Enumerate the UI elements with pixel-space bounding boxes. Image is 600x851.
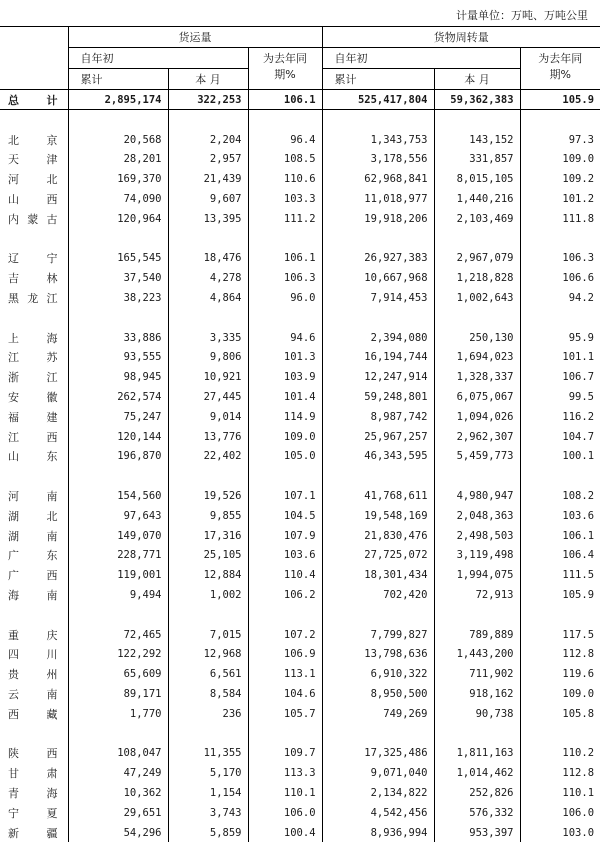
- province-name: 北京: [8, 133, 58, 147]
- vol-month: 3,743: [168, 803, 248, 823]
- vol-month: 10,921: [168, 367, 248, 387]
- vol-cumulative: 149,070: [68, 526, 168, 546]
- table-row: [0, 348, 600, 368]
- turn-month: 2,967,079: [434, 249, 520, 269]
- province-name: 浙江: [8, 371, 58, 385]
- turn-yoy: 103.6: [520, 506, 600, 526]
- vol-month: 2,204: [168, 130, 248, 150]
- header-turn-yoy: 为去年同 期%: [520, 48, 600, 90]
- turn-yoy: 110.2: [520, 744, 600, 764]
- total-vol-cumulative: 2,895,174: [68, 90, 168, 110]
- province-name: 宁夏: [8, 806, 58, 820]
- vol-cumulative: 120,964: [68, 209, 168, 229]
- vol-month: 3,335: [168, 328, 248, 348]
- turn-month: 1,694,023: [434, 348, 520, 368]
- table-row: [0, 367, 600, 387]
- table-row: [0, 387, 600, 407]
- vol-yoy: 103.6: [248, 546, 322, 566]
- turn-yoy: 111.5: [520, 565, 600, 585]
- table-row: [0, 169, 600, 189]
- header-turn-cumulative: 累计: [322, 69, 434, 90]
- turn-yoy: 110.1: [520, 783, 600, 803]
- vol-month: 13,395: [168, 209, 248, 229]
- vol-cumulative: 165,545: [68, 249, 168, 269]
- turn-cumulative: 16,194,744: [322, 348, 434, 368]
- table-row: [0, 249, 600, 269]
- table-row: [0, 744, 600, 764]
- vol-month: 13,776: [168, 427, 248, 447]
- turn-month: 90,738: [434, 704, 520, 724]
- turn-cumulative: 27,725,072: [322, 546, 434, 566]
- province-name: 吉林: [8, 272, 58, 286]
- vol-month: 236: [168, 704, 248, 724]
- province-name: 辽宁: [8, 252, 58, 266]
- table-row: [0, 565, 600, 585]
- vol-yoy: 96.4: [248, 130, 322, 150]
- province-name: 天津: [8, 153, 58, 167]
- vol-yoy: 106.0: [248, 803, 322, 823]
- vol-cumulative: 33,886: [68, 328, 168, 348]
- vol-month: 11,355: [168, 744, 248, 764]
- turn-yoy: 119.6: [520, 664, 600, 684]
- vol-cumulative: 119,001: [68, 565, 168, 585]
- turn-cumulative: 26,927,383: [322, 249, 434, 269]
- group-spacer: [0, 110, 600, 130]
- vol-yoy: 101.3: [248, 348, 322, 368]
- turn-yoy: 100.1: [520, 447, 600, 467]
- header-vol-since-year-start: 自年初: [68, 48, 248, 69]
- table-body: [0, 27, 600, 842]
- turn-cumulative: 21,830,476: [322, 526, 434, 546]
- vol-yoy: 105.7: [248, 704, 322, 724]
- vol-yoy: 106.2: [248, 585, 322, 605]
- turn-month: 1,218,828: [434, 268, 520, 288]
- header-vol-yoy: 为去年同 期%: [248, 48, 322, 90]
- vol-month: 2,957: [168, 150, 248, 170]
- turn-cumulative: 19,548,169: [322, 506, 434, 526]
- vol-cumulative: 74,090: [68, 189, 168, 209]
- vol-yoy: 113.1: [248, 664, 322, 684]
- vol-cumulative: 54,296: [68, 823, 168, 843]
- vol-cumulative: 47,249: [68, 763, 168, 783]
- vol-yoy: 107.9: [248, 526, 322, 546]
- total-vol-yoy: 106.1: [248, 90, 322, 110]
- province-name: 山西: [8, 193, 58, 207]
- turn-yoy: 109.0: [520, 150, 600, 170]
- freight-table: [0, 27, 600, 842]
- turn-cumulative: 41,768,611: [322, 486, 434, 506]
- province-name: 四川: [8, 648, 58, 662]
- vol-yoy: 107.1: [248, 486, 322, 506]
- vol-cumulative: 29,651: [68, 803, 168, 823]
- turn-yoy: 101.2: [520, 189, 600, 209]
- turn-month: 1,440,216: [434, 189, 520, 209]
- vol-yoy: 94.6: [248, 328, 322, 348]
- turn-month: 1,328,337: [434, 367, 520, 387]
- table-row: [0, 407, 600, 427]
- header-blank: [0, 27, 68, 48]
- header-turnover: 货物周转量: [322, 27, 600, 48]
- vol-month: 4,864: [168, 288, 248, 308]
- vol-month: 8,584: [168, 684, 248, 704]
- vol-month: 27,445: [168, 387, 248, 407]
- table-row: [0, 268, 600, 288]
- vol-cumulative: 108,047: [68, 744, 168, 764]
- turn-yoy: 106.4: [520, 546, 600, 566]
- province-name: 甘肃: [8, 767, 58, 781]
- turn-yoy: 109.2: [520, 169, 600, 189]
- vol-cumulative: 262,574: [68, 387, 168, 407]
- turn-month: 1,094,026: [434, 407, 520, 427]
- header-turn-since-year-start: 自年初: [322, 48, 520, 69]
- total-turn-cumulative: 525,417,804: [322, 90, 434, 110]
- turn-yoy: 106.6: [520, 268, 600, 288]
- turn-cumulative: 19,918,206: [322, 209, 434, 229]
- province-name: 山东: [8, 450, 58, 464]
- turn-month: 5,459,773: [434, 447, 520, 467]
- vol-cumulative: 93,555: [68, 348, 168, 368]
- table-row: [0, 763, 600, 783]
- vol-cumulative: 228,771: [68, 546, 168, 566]
- turn-yoy: 106.1: [520, 526, 600, 546]
- vol-yoy: 105.0: [248, 447, 322, 467]
- vol-cumulative: 9,494: [68, 585, 168, 605]
- turn-month: 953,397: [434, 823, 520, 843]
- province-name: 广西: [8, 569, 58, 583]
- turn-cumulative: 46,343,595: [322, 447, 434, 467]
- header-freight-volume: 货运量: [68, 27, 322, 48]
- table-row: [0, 704, 600, 724]
- vol-month: 5,170: [168, 763, 248, 783]
- vol-yoy: 101.4: [248, 387, 322, 407]
- group-spacer: [0, 724, 600, 744]
- turn-cumulative: 59,248,801: [322, 387, 434, 407]
- province-name: 西藏: [8, 707, 58, 721]
- turn-month: 1,994,075: [434, 565, 520, 585]
- turn-cumulative: 7,799,827: [322, 625, 434, 645]
- turn-cumulative: 8,936,994: [322, 823, 434, 843]
- vol-month: 12,884: [168, 565, 248, 585]
- turn-cumulative: 9,071,040: [322, 763, 434, 783]
- vol-cumulative: 37,540: [68, 268, 168, 288]
- vol-month: 9,806: [168, 348, 248, 368]
- turn-month: 576,332: [434, 803, 520, 823]
- turn-month: 6,075,067: [434, 387, 520, 407]
- province-name: 河南: [8, 490, 58, 504]
- vol-cumulative: 89,171: [68, 684, 168, 704]
- province-name: 江苏: [8, 351, 58, 365]
- vol-month: 25,105: [168, 546, 248, 566]
- turn-yoy: 117.5: [520, 625, 600, 645]
- vol-month: 4,278: [168, 268, 248, 288]
- vol-cumulative: 20,568: [68, 130, 168, 150]
- turn-cumulative: 13,798,636: [322, 645, 434, 665]
- table-row: [0, 506, 600, 526]
- vol-month: 18,476: [168, 249, 248, 269]
- turn-cumulative: 2,134,822: [322, 783, 434, 803]
- turn-yoy: 97.3: [520, 130, 600, 150]
- province-name: 福建: [8, 410, 58, 424]
- turn-cumulative: 2,394,080: [322, 328, 434, 348]
- vol-month: 6,561: [168, 664, 248, 684]
- province-name: 河北: [8, 173, 58, 187]
- vol-month: 7,015: [168, 625, 248, 645]
- turn-month: 1,014,462: [434, 763, 520, 783]
- vol-yoy: 106.3: [248, 268, 322, 288]
- vol-month: 5,859: [168, 823, 248, 843]
- vol-yoy: 103.9: [248, 367, 322, 387]
- vol-cumulative: 1,770: [68, 704, 168, 724]
- vol-month: 9,855: [168, 506, 248, 526]
- vol-yoy: 109.7: [248, 744, 322, 764]
- table-row: [0, 823, 600, 843]
- turn-cumulative: 8,950,500: [322, 684, 434, 704]
- total-vol-month: 322,253: [168, 90, 248, 110]
- turn-cumulative: 8,987,742: [322, 407, 434, 427]
- turn-cumulative: 702,420: [322, 585, 434, 605]
- turn-yoy: 106.3: [520, 249, 600, 269]
- table-row: [0, 288, 600, 308]
- turn-cumulative: 3,178,556: [322, 150, 434, 170]
- turn-cumulative: 749,269: [322, 704, 434, 724]
- vol-month: 1,154: [168, 783, 248, 803]
- turn-month: 143,152: [434, 130, 520, 150]
- province-name: 江西: [8, 430, 58, 444]
- vol-yoy: 109.0: [248, 427, 322, 447]
- turn-yoy: 101.1: [520, 348, 600, 368]
- vol-month: 17,316: [168, 526, 248, 546]
- vol-yoy: 110.1: [248, 783, 322, 803]
- turn-cumulative: 10,667,968: [322, 268, 434, 288]
- province-name: 安徽: [8, 391, 58, 405]
- turn-month: 2,498,503: [434, 526, 520, 546]
- vol-cumulative: 97,643: [68, 506, 168, 526]
- province-name: 黑龙江: [8, 292, 58, 306]
- table-row: [0, 645, 600, 665]
- turn-month: 1,002,643: [434, 288, 520, 308]
- turn-yoy: 103.0: [520, 823, 600, 843]
- turn-yoy: 95.9: [520, 328, 600, 348]
- vol-yoy: 110.6: [248, 169, 322, 189]
- table-row: [0, 546, 600, 566]
- province-name: 海南: [8, 589, 58, 603]
- table-row: [0, 486, 600, 506]
- table-row: [0, 189, 600, 209]
- group-spacer: [0, 605, 600, 625]
- header-vol-cumulative: 累计: [68, 69, 168, 90]
- turn-month: 2,962,307: [434, 427, 520, 447]
- table-row: [0, 684, 600, 704]
- vol-yoy: 96.0: [248, 288, 322, 308]
- vol-yoy: 106.1: [248, 249, 322, 269]
- turn-month: 252,826: [434, 783, 520, 803]
- turn-month: 250,130: [434, 328, 520, 348]
- vol-yoy: 103.3: [248, 189, 322, 209]
- turn-month: 1,443,200: [434, 645, 520, 665]
- province-name: 重庆: [8, 628, 58, 642]
- turn-month: 8,015,105: [434, 169, 520, 189]
- turn-cumulative: 1,343,753: [322, 130, 434, 150]
- vol-yoy: 110.4: [248, 565, 322, 585]
- vol-yoy: 104.5: [248, 506, 322, 526]
- total-turn-month: 59,362,383: [434, 90, 520, 110]
- turn-month: 4,980,947: [434, 486, 520, 506]
- province-name: 湖北: [8, 509, 58, 523]
- turn-month: 3,119,498: [434, 546, 520, 566]
- vol-cumulative: 75,247: [68, 407, 168, 427]
- total-label: 总 计: [0, 90, 68, 110]
- turn-yoy: 109.0: [520, 684, 600, 704]
- turn-cumulative: 18,301,434: [322, 565, 434, 585]
- table-row: [0, 526, 600, 546]
- vol-cumulative: 98,945: [68, 367, 168, 387]
- turn-cumulative: 6,910,322: [322, 664, 434, 684]
- vol-yoy: 108.5: [248, 150, 322, 170]
- table-row: [0, 130, 600, 150]
- turn-month: 2,103,469: [434, 209, 520, 229]
- vol-month: 22,402: [168, 447, 248, 467]
- turn-cumulative: 62,968,841: [322, 169, 434, 189]
- turn-yoy: 106.7: [520, 367, 600, 387]
- turn-month: 72,913: [434, 585, 520, 605]
- vol-month: 9,607: [168, 189, 248, 209]
- vol-cumulative: 196,870: [68, 447, 168, 467]
- table-row: [0, 150, 600, 170]
- vol-yoy: 100.4: [248, 823, 322, 843]
- total-turn-yoy: 105.9: [520, 90, 600, 110]
- vol-cumulative: 72,465: [68, 625, 168, 645]
- table-row: [0, 803, 600, 823]
- vol-month: 12,968: [168, 645, 248, 665]
- turn-month: 2,048,363: [434, 506, 520, 526]
- vol-yoy: 113.3: [248, 763, 322, 783]
- table-row: [0, 625, 600, 645]
- vol-cumulative: 154,560: [68, 486, 168, 506]
- province-name: 新疆: [8, 826, 58, 840]
- vol-month: 1,002: [168, 585, 248, 605]
- turn-yoy: 111.8: [520, 209, 600, 229]
- turn-cumulative: 7,914,453: [322, 288, 434, 308]
- vol-cumulative: 122,292: [68, 645, 168, 665]
- table-row: [0, 427, 600, 447]
- turn-yoy: 112.8: [520, 763, 600, 783]
- table-row: [0, 664, 600, 684]
- turn-yoy: 105.9: [520, 585, 600, 605]
- vol-yoy: 107.2: [248, 625, 322, 645]
- vol-cumulative: 169,370: [68, 169, 168, 189]
- vol-cumulative: 65,609: [68, 664, 168, 684]
- turn-month: 918,162: [434, 684, 520, 704]
- turn-cumulative: 11,018,977: [322, 189, 434, 209]
- province-name: 广东: [8, 549, 58, 563]
- turn-yoy: 94.2: [520, 288, 600, 308]
- turn-cumulative: 17,325,486: [322, 744, 434, 764]
- table-row: [0, 447, 600, 467]
- table-row: [0, 209, 600, 229]
- table-row: [0, 585, 600, 605]
- table-row: [0, 783, 600, 803]
- turn-yoy: 112.8: [520, 645, 600, 665]
- vol-yoy: 111.2: [248, 209, 322, 229]
- header-turn-this-month: 本 月: [434, 69, 520, 90]
- vol-month: 19,526: [168, 486, 248, 506]
- turn-yoy: 104.7: [520, 427, 600, 447]
- turn-yoy: 106.0: [520, 803, 600, 823]
- province-name: 青海: [8, 786, 58, 800]
- province-name: 云南: [8, 688, 58, 701]
- header-vol-this-month: 本 月: [168, 69, 248, 90]
- group-spacer: [0, 229, 600, 249]
- province-name: 贵州: [8, 668, 58, 682]
- province-name: 陕西: [8, 747, 58, 761]
- turn-cumulative: 12,247,914: [322, 367, 434, 387]
- vol-cumulative: 10,362: [68, 783, 168, 803]
- vol-yoy: 104.6: [248, 684, 322, 704]
- turn-yoy: 99.5: [520, 387, 600, 407]
- group-spacer: [0, 466, 600, 486]
- province-name: 上海: [8, 331, 58, 345]
- province-name: 湖南: [8, 529, 58, 543]
- turn-yoy: 105.8: [520, 704, 600, 724]
- turn-month: 331,857: [434, 150, 520, 170]
- vol-cumulative: 28,201: [68, 150, 168, 170]
- vol-cumulative: 120,144: [68, 427, 168, 447]
- vol-yoy: 114.9: [248, 407, 322, 427]
- turn-yoy: 108.2: [520, 486, 600, 506]
- table-row: [0, 328, 600, 348]
- vol-month: 9,014: [168, 407, 248, 427]
- vol-cumulative: 38,223: [68, 288, 168, 308]
- vol-month: 21,439: [168, 169, 248, 189]
- vol-yoy: 106.9: [248, 645, 322, 665]
- turn-yoy: 116.2: [520, 407, 600, 427]
- unit-label: 计量单位：万吨、万吨公里: [456, 9, 588, 22]
- turn-month: 789,889: [434, 625, 520, 645]
- turn-month: 711,902: [434, 664, 520, 684]
- turn-month: 1,811,163: [434, 744, 520, 764]
- province-name: 内蒙古: [8, 212, 58, 226]
- group-spacer: [0, 308, 600, 328]
- total-row: [0, 90, 600, 110]
- turn-cumulative: 4,542,456: [322, 803, 434, 823]
- turn-cumulative: 25,967,257: [322, 427, 434, 447]
